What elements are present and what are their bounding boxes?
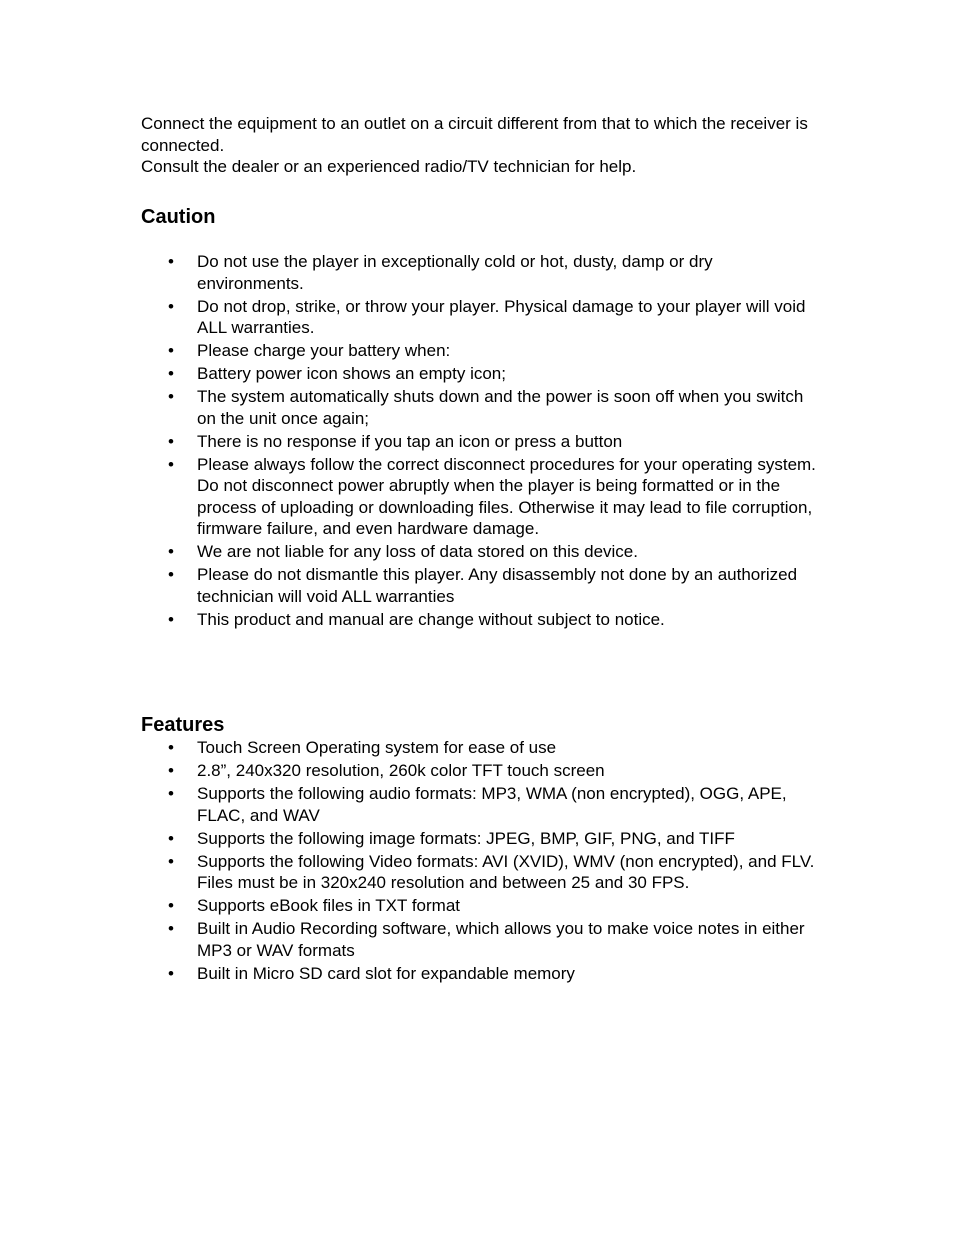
bullet-icon: • (168, 828, 174, 848)
list-item-text: Please do not dismantle this player. Any disassembly not done by an authorized technician will void ALL warranties (197, 565, 798, 606)
list-item (0, 760, 817, 782)
bullet-icon: • (168, 252, 174, 271)
list-item (0, 895, 817, 917)
list-item-text: Please always follow the correct disconnect procedures for your operating system. Do not disconnect power abruptly when the player is being formatted or in the process of uploading or downloading files. Otherwise it may lead to file corruption, firmware failure, and even hardware damage. (197, 454, 816, 538)
bullet-icon: • (168, 565, 174, 584)
features-list (0, 737, 954, 986)
list-item (0, 340, 817, 362)
list-item (0, 737, 817, 759)
bullet-icon: • (168, 738, 174, 757)
list-item (0, 564, 817, 607)
list-item (0, 251, 817, 294)
list-item-text: Built in Audio Recording software, which allows you to make voice notes in either MP3 or WAV formats (197, 919, 805, 960)
bullet-icon: • (168, 784, 174, 803)
bullet-icon: • (168, 851, 174, 871)
bullet-icon: • (168, 296, 174, 316)
intro-paragraph-2: Consult the dealer or an experienced radio/TV technician for help. (141, 157, 637, 176)
bullet-icon: • (168, 364, 174, 383)
intro-paragraph-1: Connect the equipment to an outlet on a circuit different from that to which the receiver is connected. (141, 114, 808, 155)
list-item (0, 918, 817, 961)
list-item-text: Supports the following audio formats: MP3, WMA (non encrypted), OGG, APE, FLAC, and WAV (197, 784, 787, 825)
bullet-icon: • (168, 963, 174, 983)
list-item (0, 363, 817, 385)
list-item-text: Built in Micro SD card slot for expandable memory (197, 963, 575, 983)
bullet-icon: • (168, 431, 174, 451)
list-item-text: Supports the following Video formats: AVI (XVID), WMV (non encrypted), and FLV. Files must be in 320x240 resolution and between 25 and 30 FPS. (197, 851, 815, 892)
bullet-icon: • (168, 341, 174, 360)
list-item-text: Battery power icon shows an empty icon; (197, 364, 506, 383)
list-item (0, 454, 817, 540)
list-item-text: We are not liable for any loss of data stored on this device. (197, 542, 638, 561)
list-item-text: Do not use the player in exceptionally cold or hot, dusty, damp or dry environments. (197, 252, 713, 293)
caution-heading: Caution (141, 206, 216, 228)
list-item-text: The system automatically shuts down and the power is soon off when you switch on the unit once again; (197, 387, 804, 428)
list-item-text: Supports the following image formats: JPEG, BMP, GIF, PNG, and TIFF (197, 828, 735, 848)
list-item (0, 609, 817, 631)
bullet-icon: • (168, 387, 174, 406)
list-item (0, 851, 817, 894)
list-item-text: Please charge your battery when: (197, 341, 451, 360)
bullet-icon: • (168, 761, 174, 780)
bullet-icon: • (168, 454, 174, 474)
list-item (0, 828, 817, 850)
bullet-icon: • (168, 919, 174, 938)
list-item-text: Touch Screen Operating system for ease of use (197, 738, 557, 757)
list-item-text: 2.8”, 240x320 resolution, 260k color TFT touch screen (197, 761, 605, 780)
list-item (0, 541, 817, 563)
list-item (0, 963, 817, 985)
features-heading: Features (141, 714, 225, 736)
list-item-text: This product and manual are change without subject to notice. (197, 609, 665, 629)
list-item-text: There is no response if you tap an icon or press a button (197, 431, 623, 451)
list-item (0, 296, 817, 339)
bullet-icon: • (168, 609, 174, 629)
list-item (0, 431, 817, 453)
list-item (0, 783, 817, 826)
list-item (0, 386, 817, 429)
list-item-text: Supports eBook files in TXT format (197, 896, 460, 915)
caution-list (0, 251, 954, 632)
bullet-icon: • (168, 896, 174, 915)
bullet-icon: • (168, 542, 174, 561)
list-item-text: Do not drop, strike, or throw your player. Physical damage to your player will void ALL warranties. (197, 296, 806, 337)
